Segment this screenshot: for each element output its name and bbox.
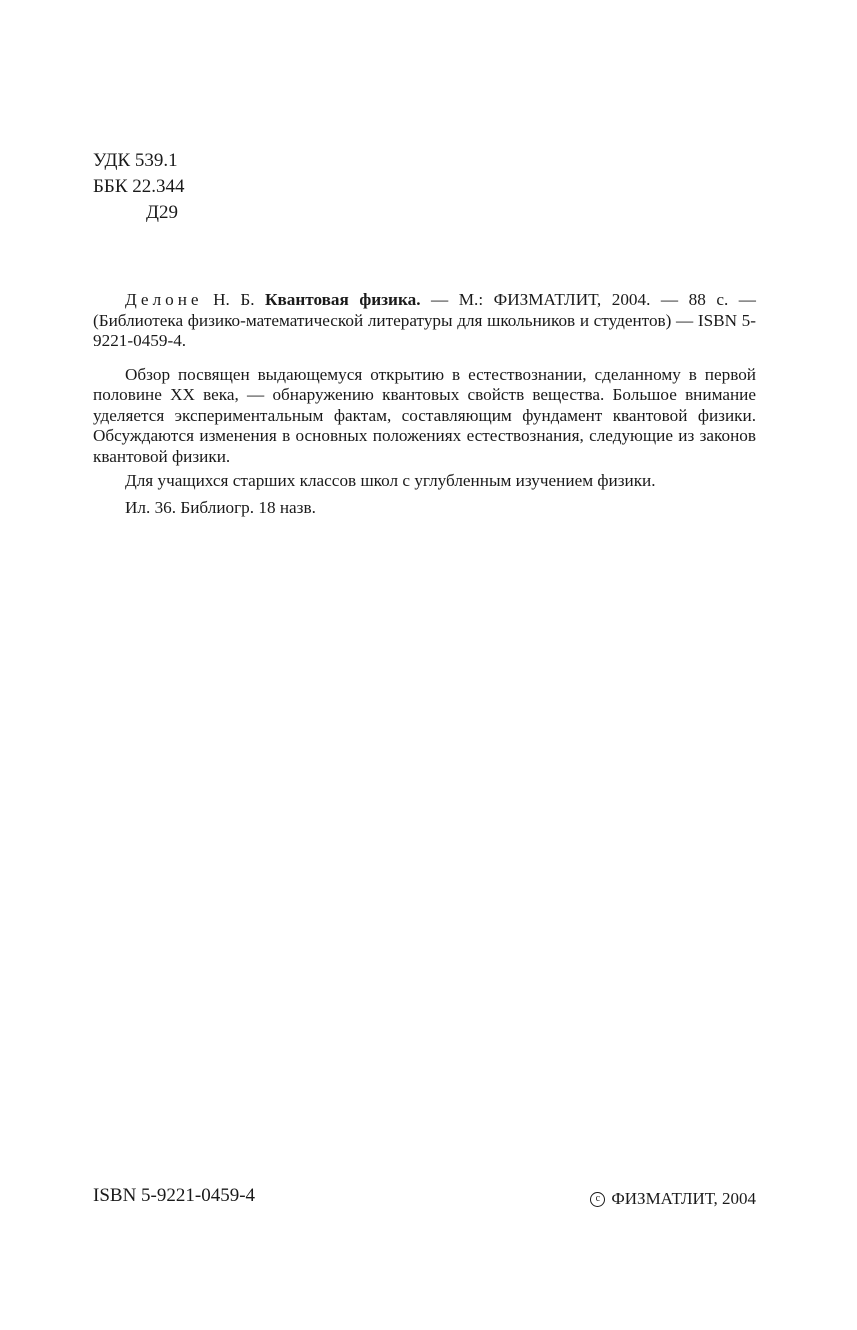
page-footer — [93, 1185, 756, 1209]
bbk-code: ББК 22.344 — [93, 176, 185, 197]
udk-code: УДК 539.1 — [93, 150, 178, 171]
author-mark: Д29 — [146, 202, 178, 223]
publication-details: — М.: ФИЗМАТЛИТ, 2004. — 88 с. — (Библиотека физико-математической литературы для школьников и студентов) — ISBN 5-9221-0459-4. — [93, 290, 756, 350]
illustrations-note: Ил. 36. Библиогр. 18 назв. — [125, 497, 316, 517]
annotation-block — [93, 290, 756, 518]
audience-note: Для учащихся старших классов школ с углубленным изучением физики. — [125, 471, 656, 490]
book-title: Квантовая физика. — [265, 290, 421, 309]
copyright-holder: ФИЗМАТЛИТ, 2004 — [611, 1189, 756, 1208]
author-initials: Н. Б. — [202, 290, 266, 309]
bibliographic-description — [93, 290, 756, 352]
author-name: Делоне — [125, 290, 203, 309]
classification-codes — [93, 148, 185, 226]
copyright-icon: c — [590, 1192, 605, 1207]
copyright-notice — [590, 1189, 756, 1209]
abstract-paragraph: Обзор посвящен выдающемуся открытию в естествознании, сделанному в первой половине XX века, — обнаружению квантовых свойств вещества. Большое внимание уделяется экспериментальным фактам, составляющим фундамент квантовой физики. Обсуждаются изменения в основных положениях естествознания, следующие из законов квантовой физики. — [93, 364, 756, 466]
footer-isbn: ISBN 5-9221-0459-4 — [93, 1185, 256, 1206]
